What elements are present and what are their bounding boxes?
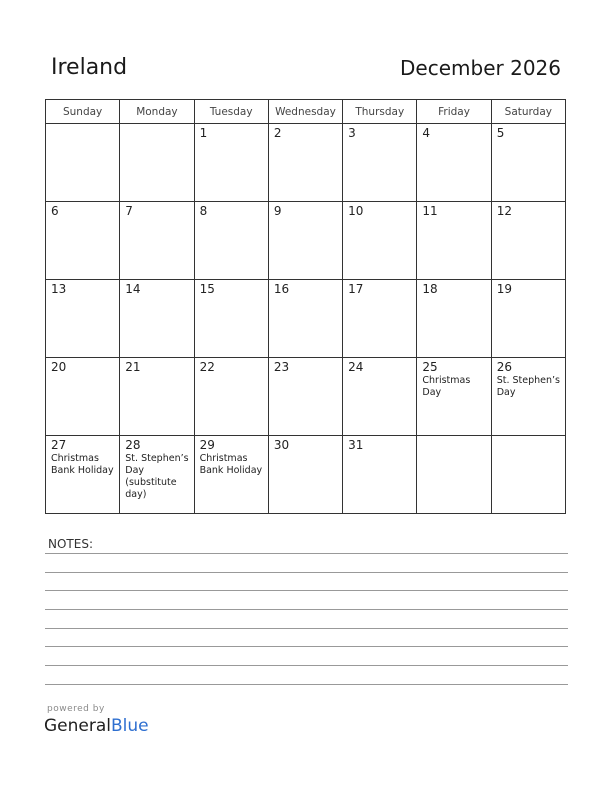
note-line xyxy=(45,572,568,573)
day-cell xyxy=(194,358,268,436)
day-number: 20 xyxy=(51,360,67,374)
day-number: 19 xyxy=(496,282,512,296)
weekday-wednesday: Wednesday xyxy=(268,100,342,124)
day-cell xyxy=(120,124,194,202)
day-cell xyxy=(491,358,565,436)
country-title: Ireland xyxy=(51,55,128,80)
day-cell xyxy=(343,280,417,358)
note-line xyxy=(45,684,568,685)
day-cell xyxy=(417,280,491,358)
powered-by-text: powered by xyxy=(47,704,105,714)
week-row xyxy=(46,124,566,202)
day-cell xyxy=(194,436,268,514)
day-number: 30 xyxy=(273,438,290,452)
week-row xyxy=(46,280,566,358)
notes-label: NOTES: xyxy=(48,537,93,551)
day-number: 22 xyxy=(199,360,215,374)
calendar-grid xyxy=(45,99,566,514)
day-number: 1 xyxy=(199,126,208,140)
day-number: 27 xyxy=(51,438,67,452)
weekday-sunday: Sunday xyxy=(46,100,120,124)
logo-text-general: General xyxy=(44,716,111,736)
day-cell xyxy=(343,436,417,514)
weekday-monday: Monday xyxy=(120,100,194,124)
day-number: 12 xyxy=(496,204,512,218)
day-number: 25 xyxy=(422,360,438,374)
day-cell xyxy=(268,358,342,436)
day-cell xyxy=(491,202,565,280)
holiday-label: Christmas Day xyxy=(422,375,471,398)
week-row xyxy=(46,436,566,514)
day-cell xyxy=(120,280,194,358)
note-line xyxy=(45,590,568,591)
day-cell xyxy=(491,436,565,514)
day-number: 28 xyxy=(125,438,141,452)
holiday-label: Christmas Bank Holiday xyxy=(51,453,114,476)
day-number: 21 xyxy=(125,360,141,374)
day-number: 6 xyxy=(51,204,59,218)
day-cell xyxy=(268,202,342,280)
day-number: 16 xyxy=(273,282,290,296)
day-number: 3 xyxy=(348,126,356,140)
day-number: 18 xyxy=(422,282,438,296)
weekday-saturday: Saturday xyxy=(491,100,565,124)
month-title: December 2026 xyxy=(400,56,561,80)
day-cell xyxy=(120,358,194,436)
day-cell xyxy=(417,202,491,280)
week-row xyxy=(46,358,566,436)
note-line xyxy=(45,609,568,610)
day-cell xyxy=(268,124,342,202)
day-cell xyxy=(491,280,565,358)
day-cell xyxy=(268,280,342,358)
day-number: 17 xyxy=(348,282,364,296)
day-number: 9 xyxy=(273,204,282,218)
day-cell xyxy=(417,358,491,436)
day-number: 10 xyxy=(348,204,364,218)
holiday-label: St. Stephen’s Day (substitute day) xyxy=(125,453,189,500)
day-number: 5 xyxy=(496,126,505,140)
day-number: 7 xyxy=(125,204,133,218)
day-number: 23 xyxy=(273,360,290,374)
day-cell xyxy=(343,358,417,436)
day-cell xyxy=(120,202,194,280)
generalblue-logo[interactable] xyxy=(44,716,149,736)
day-number: 2 xyxy=(273,126,282,140)
day-number: 31 xyxy=(348,438,364,452)
day-cell xyxy=(268,436,342,514)
holiday-label: St. Stephen’s Day xyxy=(496,375,560,398)
weekday-thursday: Thursday xyxy=(343,100,417,124)
note-line xyxy=(45,553,568,554)
day-cell xyxy=(46,358,120,436)
day-cell xyxy=(343,124,417,202)
day-cell xyxy=(120,436,194,514)
note-line xyxy=(45,646,568,647)
day-number: 24 xyxy=(348,360,364,374)
logo-text-blue: Blue xyxy=(111,716,149,736)
day-number: 8 xyxy=(199,204,208,218)
day-number: 14 xyxy=(125,282,141,296)
day-cell xyxy=(46,202,120,280)
day-cell xyxy=(194,280,268,358)
day-number: 11 xyxy=(422,204,438,218)
holiday-label: Christmas Bank Holiday xyxy=(199,453,263,476)
day-cell xyxy=(194,124,268,202)
note-line xyxy=(45,628,568,629)
day-cell xyxy=(417,436,491,514)
day-number: 29 xyxy=(199,438,215,452)
day-number: 4 xyxy=(422,126,431,140)
weekday-friday: Friday xyxy=(417,100,491,124)
week-row xyxy=(46,202,566,280)
day-cell xyxy=(343,202,417,280)
day-cell xyxy=(417,124,491,202)
day-cell xyxy=(194,202,268,280)
day-cell xyxy=(46,436,120,514)
note-line xyxy=(45,665,568,666)
day-number: 26 xyxy=(496,360,512,374)
weekday-header-row xyxy=(46,100,566,124)
day-cell xyxy=(491,124,565,202)
day-cell xyxy=(46,124,120,202)
weekday-tuesday: Tuesday xyxy=(194,100,268,124)
day-cell xyxy=(46,280,120,358)
day-number: 15 xyxy=(199,282,215,296)
day-number: 13 xyxy=(51,282,67,296)
